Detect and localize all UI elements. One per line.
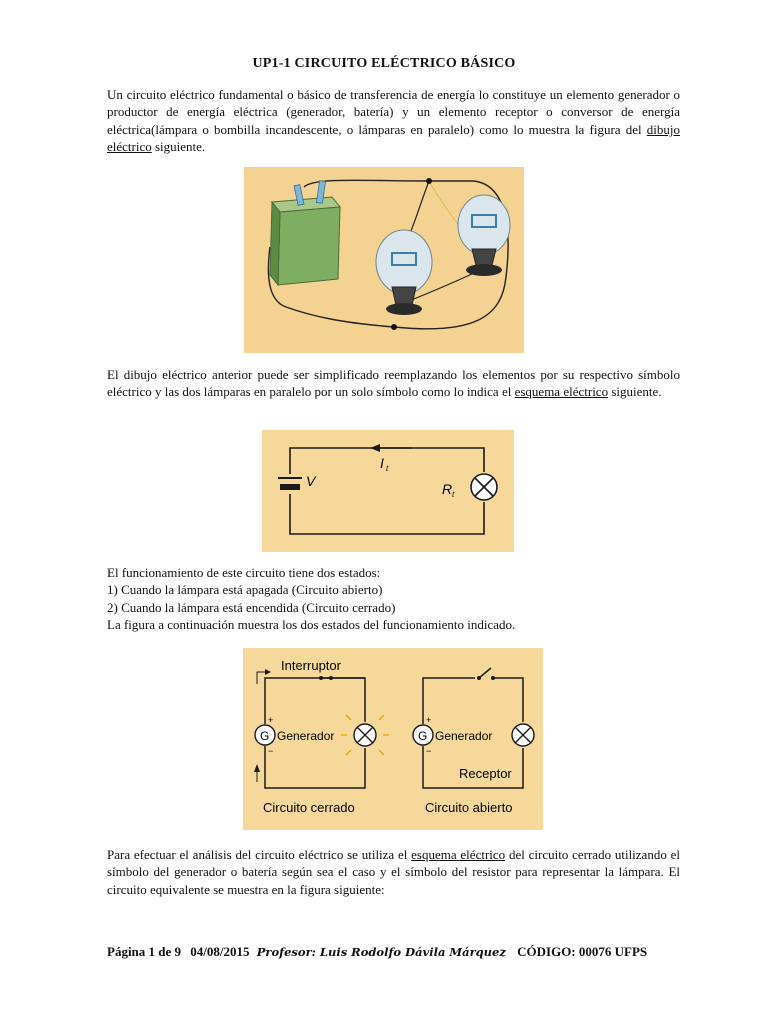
states-paragraph bbox=[107, 564, 680, 634]
open-circuit-label: Circuito abierto bbox=[425, 800, 513, 815]
state-1: 1) Cuando la lámpara está apagada (Circuito abierto) bbox=[107, 582, 383, 598]
generator-label-right: Generador bbox=[435, 729, 493, 743]
resistance-sub: t bbox=[452, 490, 455, 499]
generator-label-left: Generador bbox=[277, 729, 335, 743]
switch-label: Interruptor bbox=[281, 658, 341, 673]
current-sub: t bbox=[386, 464, 389, 473]
states-figure-caption: La figura a continuación muestra los dos estados del funcionamiento indicado. bbox=[107, 617, 516, 633]
minus-right: − bbox=[426, 746, 432, 756]
figure-dibujo-electrico bbox=[244, 167, 524, 353]
receptor-label: Receptor bbox=[459, 766, 512, 781]
figure-circuit-states bbox=[243, 648, 543, 830]
intro-text: Un circuito eléctrico fundamental o básico de transferencia de energía lo constituye un elemento generador o productor de energía eléctrica (generador, batería) y un elemento receptor o conversor de energía eléctrica(lámpara o bombilla incandescente, o lámparas en paralelo) como lo muestra la figura del bbox=[107, 87, 680, 137]
esquema-electrico-link-2: esquema eléctrico bbox=[411, 847, 506, 862]
voltage-label: V bbox=[306, 473, 316, 489]
current-label: I bbox=[380, 455, 384, 471]
generator-symbol-left: G bbox=[260, 729, 270, 743]
closed-circuit-label: Circuito cerrado bbox=[263, 800, 355, 815]
intro-text-end: siguiente. bbox=[151, 139, 206, 155]
schematic-text-end: siguiente. bbox=[608, 384, 662, 400]
plus-right: + bbox=[426, 715, 432, 725]
page-title: UP1-1 CIRCUITO ELÉCTRICO BÁSICO bbox=[252, 56, 516, 71]
schematic-text: El dibujo eléctrico anterior puede ser simplificado reemplazando los elementos por su respectivo símbolo eléctrico y las dos lámparas en paralelo por un solo símbolo como lo indica el bbox=[107, 367, 680, 400]
generator-symbol-right: G bbox=[418, 729, 428, 743]
page-footer bbox=[107, 944, 687, 960]
schematic-paragraph bbox=[107, 366, 680, 401]
resistance-label: R bbox=[442, 481, 453, 497]
plus-left: + bbox=[268, 715, 274, 725]
dibujo-electrico-link: dibujo eléctrico bbox=[107, 121, 680, 155]
intro-paragraph bbox=[107, 86, 680, 156]
analysis-text: Para efectuar el análisis del circuito eléctrico se utiliza el bbox=[107, 847, 412, 862]
page-number: Página 1 de 9 bbox=[107, 944, 182, 959]
state-2: 2) Cuando la lámpara está encendida (Circuito cerrado) bbox=[107, 599, 396, 615]
footer-professor: Profesor: Luis Rodolfo Dávila Márquez bbox=[256, 945, 506, 959]
states-intro: El funcionamiento de este circuito tiene dos estados: bbox=[107, 565, 381, 580]
footer-code: CÓDIGO: 00076 UFPS bbox=[517, 944, 648, 959]
esquema-electrico-link: esquema eléctrico bbox=[514, 384, 609, 400]
figure-esquema-electrico bbox=[262, 430, 514, 552]
minus-left: − bbox=[268, 746, 274, 756]
footer-date: 04/08/2015 bbox=[190, 944, 250, 959]
analysis-text-end: del circuito cerrado utilizando el símbolo del generador o batería según sea el caso y el símbolo del resistor para representar la lámpara. El circuito equivalente se muestra en la figura siguiente: bbox=[107, 847, 680, 897]
analysis-paragraph bbox=[107, 846, 680, 898]
